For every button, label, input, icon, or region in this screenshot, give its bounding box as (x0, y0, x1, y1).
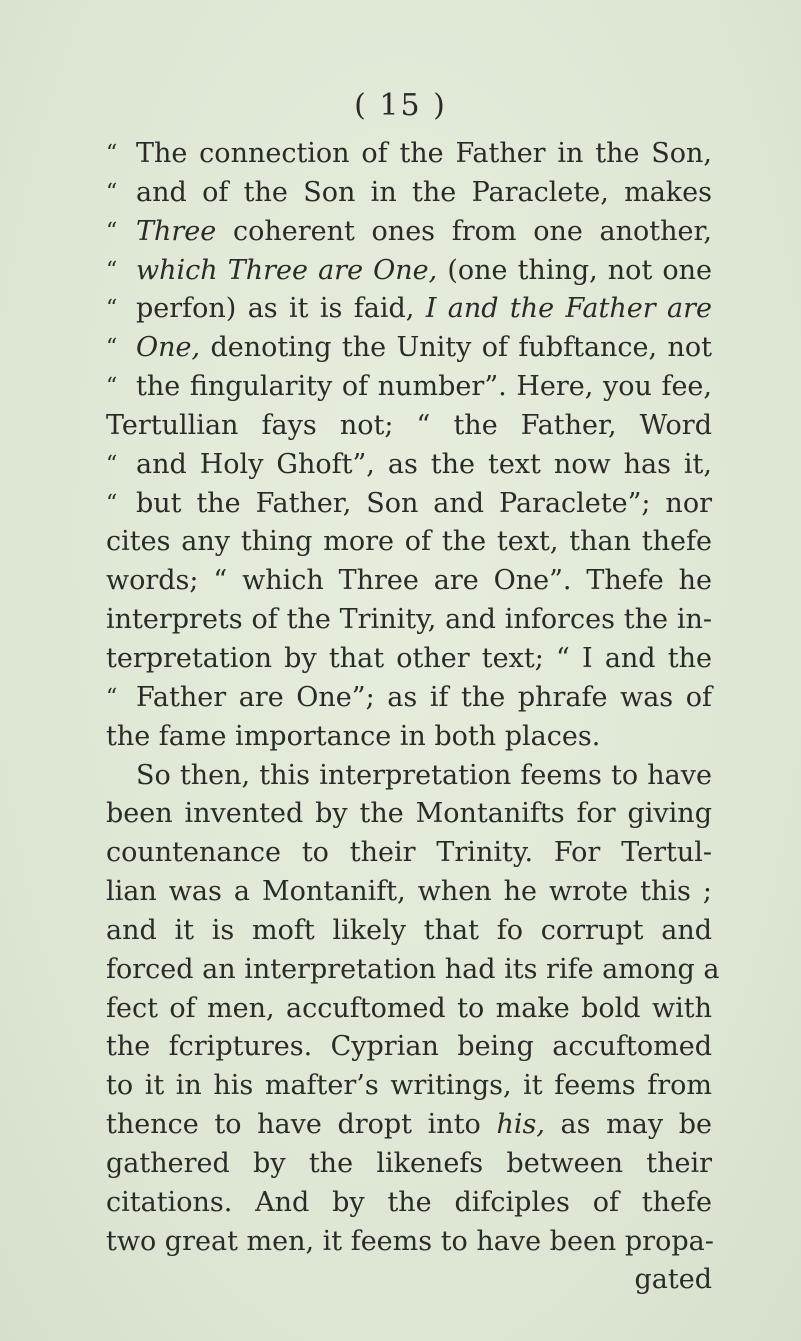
text-segment: countenance to their Trinity. For Tertul- (106, 837, 712, 869)
quote-mark: “ (106, 684, 117, 710)
quote-mark: “ (106, 490, 117, 516)
text-segment: Father are One”; as if the phrafe was of (136, 681, 712, 713)
quote-mark: “ (106, 335, 117, 361)
text-segment: the fingularity of number”. Here, you fee, (136, 371, 712, 403)
italic-text: One, (136, 332, 201, 364)
text-segment: perfon) as it is faid, (136, 293, 426, 325)
text-segment: lian was a Montanift, when he wrote this ; (106, 876, 712, 908)
text-segment: fect of men, accuftomed to make bold with (106, 992, 712, 1024)
text-line (106, 1028, 712, 1067)
text-segment: So then, this interpretation feems to have (136, 759, 712, 791)
quote-mark: “ (106, 218, 117, 244)
text-line (106, 990, 712, 1029)
text-segment: gathered by the likenefs between their (106, 1147, 712, 1179)
text-line (106, 679, 712, 718)
text-segment: words; “ which Three are One”. Thefe he (106, 565, 712, 597)
text-line (106, 407, 712, 446)
text-segment: cites any thing more of the text, than thefe (106, 526, 712, 558)
text-segment: thence to have dropt into (106, 1109, 497, 1141)
quote-mark: “ (106, 141, 117, 166)
text-line (106, 718, 712, 757)
quote-mark: “ (106, 374, 117, 400)
text-segment: two great men, it feems to have been propa- (106, 1225, 714, 1257)
text-line (106, 873, 712, 912)
italic-text: which Three are One, (136, 254, 438, 286)
text-segment: The connection of the Father in the Son, (136, 138, 712, 169)
text-line (106, 640, 712, 679)
italic-text: his, (496, 1109, 545, 1141)
text-line (106, 1106, 712, 1145)
text-segment: to it in his mafter’s writings, it feems from (106, 1070, 712, 1102)
text-line (106, 951, 720, 990)
text-line (106, 1067, 712, 1106)
text-line (106, 834, 712, 873)
text-segment: and of the Son in the Paraclete, makes (136, 176, 712, 208)
text-segment: the fcriptures. Cyprian being accuftomed (106, 1031, 712, 1063)
text-line (106, 174, 712, 213)
text-line (106, 213, 712, 252)
text-line (106, 601, 712, 640)
text-line (106, 290, 712, 329)
text-segment: denoting the Unity of fubftance, not (200, 332, 712, 364)
text-segment: as may be (544, 1109, 712, 1141)
text-segment: been invented by the Montanifts for giving (106, 798, 712, 830)
text-line (106, 757, 712, 796)
quote-mark: “ (106, 257, 117, 283)
text-segment: and Holy Ghoft”, as the text now has it, (136, 448, 712, 480)
text-segment: Tertullian fays not; “ the Father, Word (106, 409, 712, 441)
text-line (106, 562, 712, 601)
text-line (106, 252, 712, 291)
text-line (106, 368, 712, 407)
text-segment: interprets of the Trinity, and inforces the in- (106, 604, 712, 636)
text-line (106, 329, 712, 368)
italic-text: Three (136, 215, 217, 247)
text-line (106, 912, 712, 951)
text-segment: coherent ones from one another, (216, 215, 712, 247)
body-text (106, 135, 720, 1300)
text-line (106, 485, 712, 524)
text-line (106, 135, 712, 174)
text-line (106, 1184, 712, 1223)
text-segment: forced an interpretation had its rife among a (106, 953, 720, 985)
text-line (106, 1145, 712, 1184)
text-line (106, 1261, 712, 1300)
text-line (106, 523, 712, 562)
text-line (106, 1223, 712, 1262)
italic-text: I and the Father are (425, 293, 712, 325)
text-line (106, 446, 712, 485)
quote-mark: “ (106, 296, 117, 322)
text-segment: the fame importance in both places. (106, 720, 601, 752)
text-line (106, 795, 712, 834)
text-segment: but the Father, Son and Paraclete”; nor (136, 487, 712, 519)
text-segment: (one thing, not one (437, 254, 713, 286)
quote-mark: “ (106, 451, 117, 477)
page-number: ( 15 ) (354, 88, 447, 123)
text-segment: citations. And by the difciples of thefe (106, 1186, 712, 1218)
quote-mark: “ (106, 179, 117, 205)
text-segment: and it is moft likely that fo corrupt and (106, 914, 712, 946)
text-segment: terpretation by that other text; “ I and the (106, 642, 712, 674)
text-segment: gated (634, 1264, 712, 1296)
